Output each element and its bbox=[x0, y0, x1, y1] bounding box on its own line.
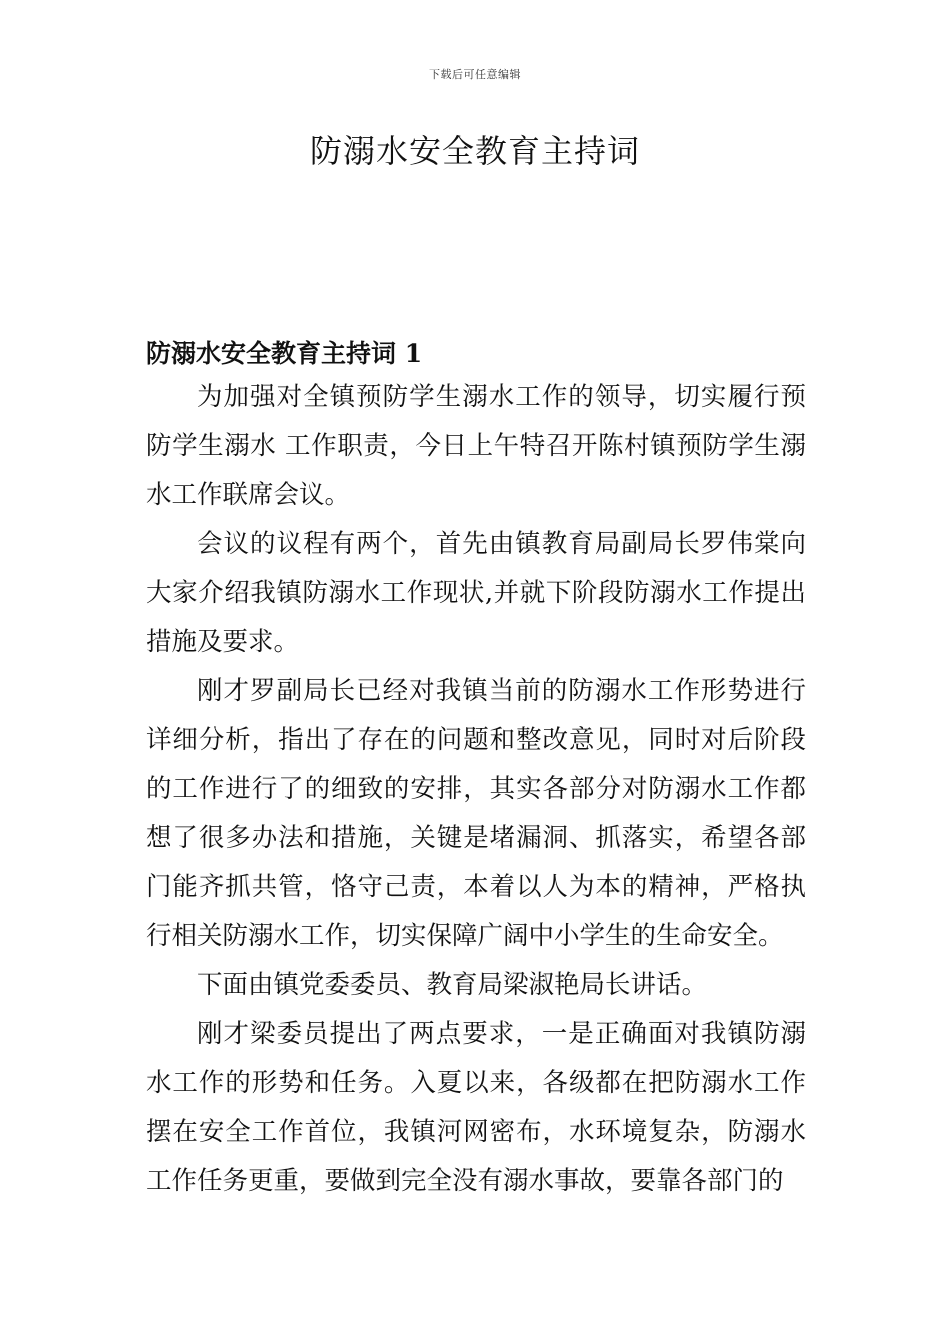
paragraph: 刚才罗副局长已经对我镇当前的防溺水工作形势进行详细分析，指出了存在的问题和整改意见，同时对后阶段的工作进行了的细致的安排，其实各部分对防溺水工作都想了很多办法和措施，关键是堵漏洞、抓落实，希望各部门能齐抓共管，恪守己责，本着以人为本的精神，严格执行相关防溺水工作，切实保障广阔中小学生的生命安全。 bbox=[146, 676, 806, 951]
paragraph: 下面由镇党委委员、教育局梁淑艳局长讲话。 bbox=[197, 970, 708, 1000]
document-title: 防溺水安全教育主持词 bbox=[309, 132, 640, 170]
paragraph: 会议的议程有两个，首先由镇教育局副局长罗伟棠向大家介绍我镇防溺水工作现状,并就下阶段防溺水工作提出措施及要求。 bbox=[146, 529, 806, 657]
paragraph: 刚才梁委员提出了两点要求，一是正确面对我镇防溺水工作的形势和任务。入夏以来，各级都在把防溺水工作摆在安全工作首位，我镇河网密布，水环境复杂，防溺水工作任务更重，要做到完全没有溺水事故，要靠各部门的 bbox=[146, 1019, 806, 1196]
paragraph: 为加强对全镇预防学生溺水工作的领导，切实履行预防学生溺水 工作职责，今日上午特召开陈村镇预防学生溺水工作联席会议。 bbox=[146, 382, 806, 510]
header-note: 下载后可任意编辑 bbox=[429, 68, 521, 81]
section-heading: 防溺水安全教育主持词 1 bbox=[146, 339, 423, 368]
document-body bbox=[146, 373, 806, 1206]
